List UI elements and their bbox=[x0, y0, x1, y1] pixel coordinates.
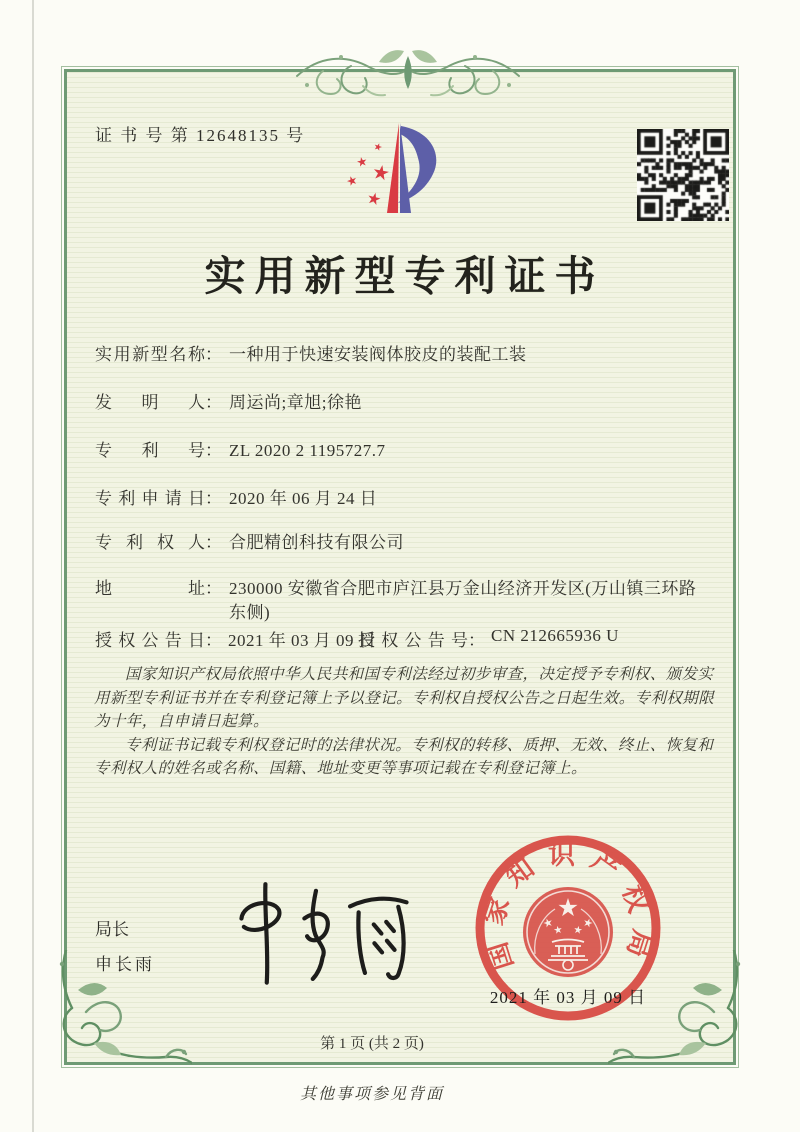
cnipa-logo-icon bbox=[334, 115, 446, 217]
field-colon: ： bbox=[205, 489, 222, 508]
field-value: 一种用于快速安装阀体胶皮的装配工装 bbox=[229, 345, 527, 364]
field-label: 专利权人 bbox=[95, 533, 205, 552]
seal-text: 国家知识产权局 bbox=[478, 839, 658, 974]
field-row-name bbox=[95, 343, 715, 367]
qr-code bbox=[637, 129, 729, 221]
field-colon: ： bbox=[468, 631, 485, 650]
certificate-title: 实用新型专利证书 bbox=[204, 253, 605, 299]
field-colon: ： bbox=[205, 533, 222, 552]
certificate-number: 证 书 号 第 12648135 号 bbox=[95, 126, 306, 145]
legal-text bbox=[94, 663, 716, 781]
field-label: 实用新型名称 bbox=[95, 345, 205, 364]
commissioner-name: 申长雨 bbox=[95, 955, 155, 974]
legal-paragraph-1: 国家知识产权局依照中华人民共和国专利法经过初步审查，决定授予专利权、颁发实用新型专利证书并在专利登记簿上予以登记。专利权自授权公告之日起生效。专利权期限为十年，自申请日起算。 bbox=[94, 666, 715, 730]
seal-date: 2021 年 03 月 09 日 bbox=[489, 988, 647, 1007]
field-row-patentee bbox=[95, 531, 715, 555]
field-value: 合肥精创科技有限公司 bbox=[229, 533, 404, 552]
grant-date-label: 授权公告日 bbox=[95, 631, 205, 650]
field-value: 230000 安徽省合肥市庐江县万金山经济开发区(万山镇三环路东侧) bbox=[229, 579, 697, 622]
field-label: 专利申请日 bbox=[95, 489, 205, 508]
grant-number-label: 授权公告号 bbox=[358, 631, 468, 650]
page-number: 第 1 页 (共 2 页) bbox=[320, 1036, 424, 1052]
field-value: 2020 年 06 月 24 日 bbox=[229, 489, 378, 508]
field-label: 发明人 bbox=[95, 393, 205, 412]
commissioner-signature bbox=[218, 876, 423, 986]
back-note: 其他事项参见背面 bbox=[299, 1086, 445, 1103]
field-value: ZL 2020 2 1195727.7 bbox=[229, 441, 386, 460]
field-colon: ： bbox=[205, 441, 222, 460]
field-row-patent-number bbox=[95, 439, 715, 463]
field-row-inventors bbox=[95, 391, 715, 415]
field-colon: ： bbox=[205, 393, 222, 412]
field-colon: ： bbox=[205, 345, 222, 364]
field-row-address bbox=[95, 577, 715, 625]
grant-number-value: CN 212665936 U bbox=[491, 626, 619, 645]
grant-date-value: 2021 年 03 月 09 日 bbox=[228, 631, 377, 650]
field-colon: ： bbox=[205, 631, 222, 650]
field-row-filing-date bbox=[95, 487, 715, 511]
commissioner-title: 局长 bbox=[95, 920, 129, 939]
field-value: 周运尚;章旭;徐艳 bbox=[229, 393, 362, 412]
field-colon: ： bbox=[205, 579, 222, 598]
field-label: 地址 bbox=[95, 579, 205, 598]
national-emblem-icon bbox=[523, 887, 613, 977]
field-label: 专利号 bbox=[95, 441, 205, 460]
legal-paragraph-2: 专利证书记载专利权登记时的法律状况。专利权的转移、质押、无效、终止、恢复和专利权人的姓名或名称、国籍、地址变更等事项记载在专利登记簿上。 bbox=[94, 736, 714, 777]
